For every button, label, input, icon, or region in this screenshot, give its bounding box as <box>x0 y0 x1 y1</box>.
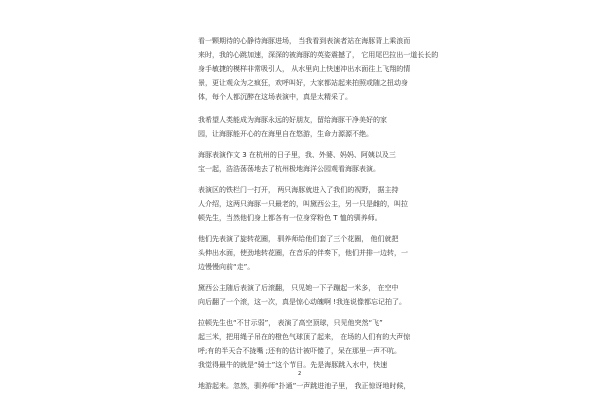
text-line-1: 看一颗期待的心静待海豚进场， 当我看到表演者站在海豚背上乘浪而 <box>198 37 411 45</box>
text-line-22: 向后翻了一个滚，这一次，真是惊心动魄啊 !我连说像都忘记拍了。 <box>198 298 407 306</box>
text-line-28: 我觉得最牛的就是“骑士”这个节目。先是海豚跳入水中，快速 <box>198 361 388 369</box>
text-line-24: 拉顿先生也“不甘示弱”， 表演了高空顶球，只见他突然“飞” <box>198 319 383 327</box>
text-line-29: 地游起来。忽然，驯养师“扑通”一声跳进池子里， 我正惊讶地时候， <box>198 382 411 390</box>
text-line-8: 园，让海豚能开心的在海里自在悠游，生命力源源不绝。 <box>198 130 373 138</box>
text-line-25: 起三米，把用绳子吊在的橙色气球顶了起来， 在场的人们有的大声惊 <box>198 333 411 341</box>
text-line-14: 人介绍，这两只海豚一只最老的，叫黛西公主，另一只是雌的，叫拉 <box>198 200 408 208</box>
page-number: 2 <box>298 371 302 377</box>
text-line-17: 他们先表演了旋转花圈， 驯养师给他们套了三个花圈， 他们就把 <box>198 235 399 243</box>
text-line-18: 头伸出水面，使劲地转花圈，在音乐的伴奏下，他们并排一边转，一 <box>198 249 408 257</box>
text-line-13: 表演区的铁栏门一打开， 两只海豚就进入了我们的视野， 据主持 <box>198 186 399 194</box>
text-line-21: 黛西公主随后表演了后滚翻， 只见她一下子蹦起一米多， 在空中 <box>198 284 399 292</box>
text-line-2: 来时，我的心跳加速，深深的被海豚的英姿震撼了， 它用尾巴拉出一道长长的 <box>198 51 439 59</box>
text-line-5: 体，每个人都沉醉在这场表演中，真是太精采了。 <box>198 93 352 101</box>
text-line-19: 边慢慢向前“走”。 <box>198 263 255 271</box>
text-line-10: 海豚表演作文 3 在杭州的日子里，我、外婆、妈妈、阿姨以及三 <box>198 151 396 159</box>
text-line-4: 景，更让观众为之疯狂，欢呼叫好，大家都站起来拍照或随之扭动身 <box>198 79 408 87</box>
text-line-7: 我希望人类能成为海豚永远的好朋友，留给海豚干净美好的家 <box>198 116 387 124</box>
text-line-11: 宝一起，浩浩荡荡地去了杭州极地海洋公园观看海豚表演。 <box>198 165 380 173</box>
text-line-3: 身手敏捷的模样非常吸引人， 从水里向上快速冲出水面往上飞翔的情 <box>198 65 411 73</box>
text-line-26: 呼;有的半天合不拢嘴 ;还有的估计被吓傻了，呆在那里一声不吭。 <box>198 347 401 355</box>
text-line-15: 顿先生，当然他们身上都各有一位身穿粉色 T 恤的驯养师。 <box>198 214 382 222</box>
